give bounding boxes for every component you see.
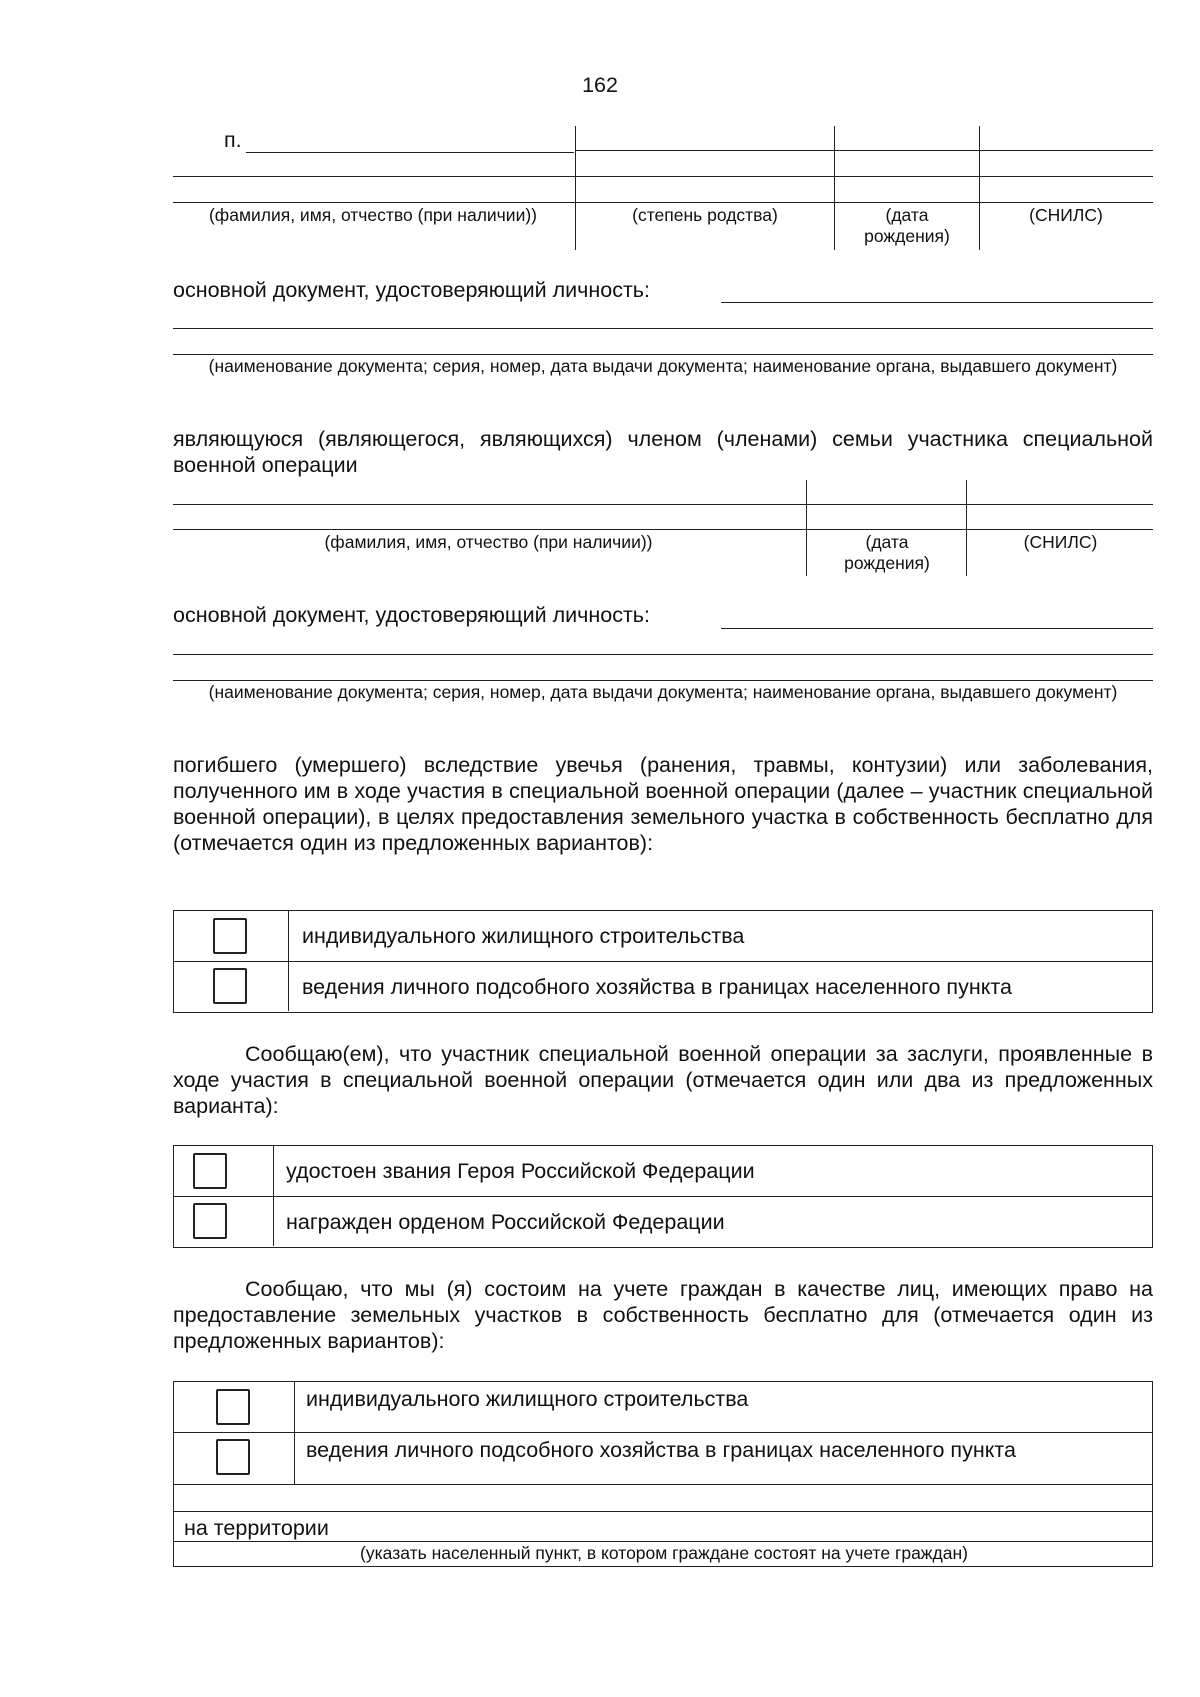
member-table-line-top	[575, 150, 1153, 151]
purpose-2-row-sep-1	[174, 1432, 1152, 1433]
member-table-line-mid	[173, 176, 1153, 177]
purpose-2-divider	[294, 1382, 295, 1484]
purpose-2-row-sep-2	[174, 1484, 1152, 1485]
doc-label-2: основной документ, удостоверяющий личность:	[173, 603, 650, 627]
participant-snils-caption: (СНИЛС)	[1023, 532, 1098, 552]
purpose-1-option-lph: ведения личного подсобного хозяйства в границах населенного пункта	[302, 975, 1012, 999]
participant-divider-2	[966, 480, 967, 576]
doc-label-1: основной документ, удостоверяющий личность:	[173, 278, 650, 302]
doc-2-line-2	[173, 654, 1153, 655]
deceased-paragraph: погибшего (умершего) вследствие увечья (ранения, травмы, контузии) или заболевания, полученного им в ходе участия в специальной военной операции (далее – участник специальной военной операции), в целях предоставления земельного участка в собственность бесплатно для (отмечается один из предложенных вариантов):	[173, 753, 1153, 855]
member-snils-caption: (СНИЛС)	[1029, 205, 1103, 225]
merits-checkbox-order[interactable]	[193, 1203, 227, 1239]
participant-fio-caption: (фамилия, имя, отчество (при наличии))	[324, 532, 653, 552]
doc-1-line-3	[173, 354, 1153, 355]
doc-2-fill-line	[721, 628, 1153, 629]
page-number: 162	[582, 73, 618, 97]
merits-option-order: награжден орденом Российской Федерации	[286, 1210, 725, 1234]
purpose-2-option-ijs: индивидуального жилищного строительства	[306, 1387, 749, 1411]
purpose-1-checkbox-ijs[interactable]	[213, 918, 247, 954]
participant-birth-caption: (дата рождения)	[844, 532, 930, 573]
member-table-line-bottom	[173, 202, 1153, 203]
participant-divider-1	[806, 480, 807, 576]
doc-1-caption: (наименование документа; серия, номер, дата выдачи документа; наименование органа, выдавшего документ)	[208, 356, 1118, 376]
merits-options-table	[173, 1145, 1153, 1248]
doc-2-line-3	[173, 680, 1153, 681]
purpose-2-checkbox-lph[interactable]	[216, 1439, 250, 1475]
merits-option-hero: удостоен звания Героя Российской Федерации	[286, 1159, 755, 1183]
member-divider-2	[834, 126, 835, 250]
purpose-2-row-sep-4	[174, 1541, 1152, 1542]
member-of-family-text: являющуюся (являющегося, являющихся) членом (членами) семьи участника специальной военной операции	[173, 427, 1153, 477]
purpose-options-table-2	[173, 1381, 1153, 1567]
member-relation-caption: (степень родства)	[632, 205, 778, 225]
purpose-2-checkbox-ijs[interactable]	[216, 1389, 250, 1425]
doc-2-caption: (наименование документа; серия, номер, дата выдачи документа; наименование органа, выдавшего документ)	[208, 682, 1118, 702]
purpose-1-option-ijs: индивидуального жилищного строительства	[302, 924, 745, 948]
purpose-1-checkbox-lph[interactable]	[213, 968, 247, 1004]
merits-row-sep	[174, 1196, 1152, 1197]
item-prefix: п.	[224, 128, 242, 152]
purpose-2-row-sep-3	[174, 1511, 1152, 1512]
merits-paragraph: Сообщаю(ем), что участник специальной военной операции за заслуги, проявленные в ходе участия в специальной военной операции (отмечается один или два из предложенных варианта):	[173, 1042, 1153, 1118]
purpose-2-option-lph: ведения личного подсобного хозяйства в границах населенного пункта	[306, 1438, 1016, 1462]
territory-label: на территории	[184, 1516, 329, 1540]
member-divider-3	[979, 126, 980, 250]
purpose-1-row-sep	[174, 961, 1152, 962]
member-divider-1	[575, 126, 576, 250]
participant-line-top	[173, 504, 1153, 505]
merits-checkbox-hero[interactable]	[193, 1153, 227, 1189]
member-fio-caption: (фамилия, имя, отчество (при наличии))	[208, 205, 537, 225]
territory-caption: (указать населенный пункт, в котором граждане состоят на учете граждан)	[360, 1543, 968, 1563]
prefix-line	[246, 152, 574, 153]
registry-paragraph: Сообщаю, что мы (я) состоим на учете граждан в качестве лиц, имеющих право на предоставление земельных участков в собственность бесплатно для (отмечается один из предложенных вариантов):	[173, 1277, 1153, 1353]
purpose-options-table-1	[173, 910, 1153, 1013]
doc-1-line-2	[173, 328, 1153, 329]
participant-line-bottom	[173, 529, 1153, 530]
member-birth-caption: (дата рождения)	[864, 205, 950, 246]
doc-1-fill-line	[721, 302, 1153, 303]
